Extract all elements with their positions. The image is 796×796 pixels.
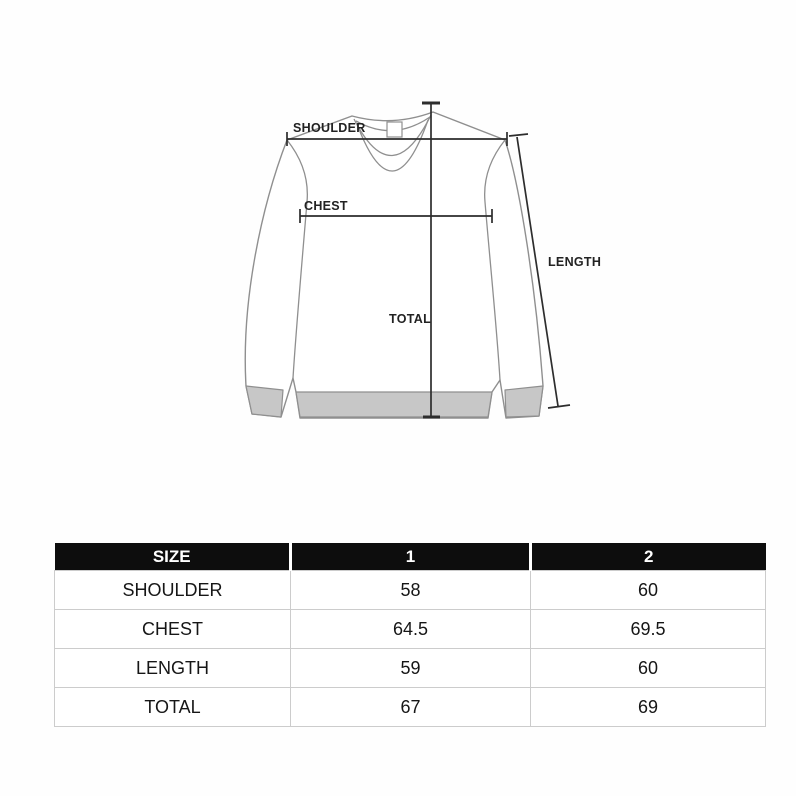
- cell-value: 58: [291, 571, 531, 610]
- cell-value: 60: [531, 571, 766, 610]
- table-row-chest: [55, 610, 766, 649]
- table-row-shoulder: [55, 571, 766, 610]
- length-label: LENGTH: [548, 255, 602, 269]
- cell-value: 60: [531, 649, 766, 688]
- row-label: CHEST: [55, 610, 291, 649]
- cell-value: 59: [291, 649, 531, 688]
- hem-band: [296, 392, 492, 417]
- size-table-header-row: [55, 543, 766, 571]
- sweater-outline: [245, 112, 543, 418]
- chest-label: CHEST: [304, 199, 348, 213]
- header-cell-size1: 1: [291, 543, 531, 571]
- cell-value: 69: [531, 688, 766, 727]
- total-label: TOTAL: [389, 312, 432, 326]
- cell-value: 64.5: [291, 610, 531, 649]
- header-cell-size: SIZE: [55, 543, 291, 571]
- right-cuff: [505, 386, 543, 417]
- table-row-total: [55, 688, 766, 727]
- cell-value: 67: [291, 688, 531, 727]
- cell-value: 69.5: [531, 610, 766, 649]
- size-table: [54, 543, 766, 727]
- row-label: SHOULDER: [55, 571, 291, 610]
- table-row-length: [55, 649, 766, 688]
- left-cuff: [246, 386, 283, 417]
- row-label: TOTAL: [55, 688, 291, 727]
- header-cell-size2: 2: [531, 543, 766, 571]
- shoulder-label: SHOULDER: [293, 121, 366, 135]
- row-label: LENGTH: [55, 649, 291, 688]
- neck-tag: [387, 122, 402, 137]
